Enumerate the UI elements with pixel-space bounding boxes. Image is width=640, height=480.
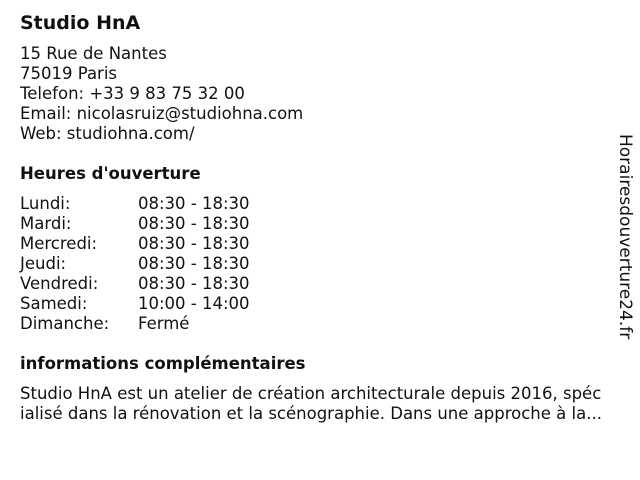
business-name: Studio HnA [20,12,141,34]
hours-value: 08:30 - 18:30 [138,234,250,253]
day-label: Mercredi: [20,234,98,253]
hours-row-wednesday [20,234,250,254]
phone: Telefon: +33 9 83 75 32 00 [20,84,245,103]
address-line-2: 75019 Paris [20,64,118,83]
day-label: Mardi: [20,214,72,233]
day-label: Jeudi: [20,254,67,273]
hours-value: 08:30 - 18:30 [138,194,250,213]
site-watermark: Horairesdouverture24.fr [615,134,635,340]
day-label: Samedi: [20,294,88,313]
email: Email: nicolasruiz@studiohna.com [20,104,304,123]
hours-value: 08:30 - 18:30 [138,254,250,273]
hours-row-tuesday [20,214,250,234]
opening-hours-heading: Heures d'ouverture [20,164,201,183]
hours-row-monday [20,194,250,214]
day-label: Lundi: [20,194,71,213]
address-line-1: 15 Rue de Nantes [20,44,167,63]
hours-row-friday [20,274,250,294]
contact-block [20,44,303,144]
hours-value: 08:30 - 18:30 [138,214,250,233]
website: Web: studiohna.com/ [20,124,195,143]
description-line-1: Studio HnA est un atelier de création architecturale depuis 2016, spéc [20,384,602,403]
hours-value: 10:00 - 14:00 [138,294,250,313]
additional-info-heading: informations complémentaires [20,354,306,373]
hours-value: 08:30 - 18:30 [138,274,250,293]
opening-hours-table [20,194,250,334]
hours-value: Fermé [138,314,190,333]
hours-row-thursday [20,254,250,274]
description-line-2: ialisé dans la rénovation et la scénographie. Dans une approche à la... [20,404,602,423]
business-description [20,356,632,424]
day-label: Dimanche: [20,314,110,333]
hours-row-saturday [20,294,250,314]
hours-row-sunday [20,314,250,334]
day-label: Vendredi: [20,274,99,293]
